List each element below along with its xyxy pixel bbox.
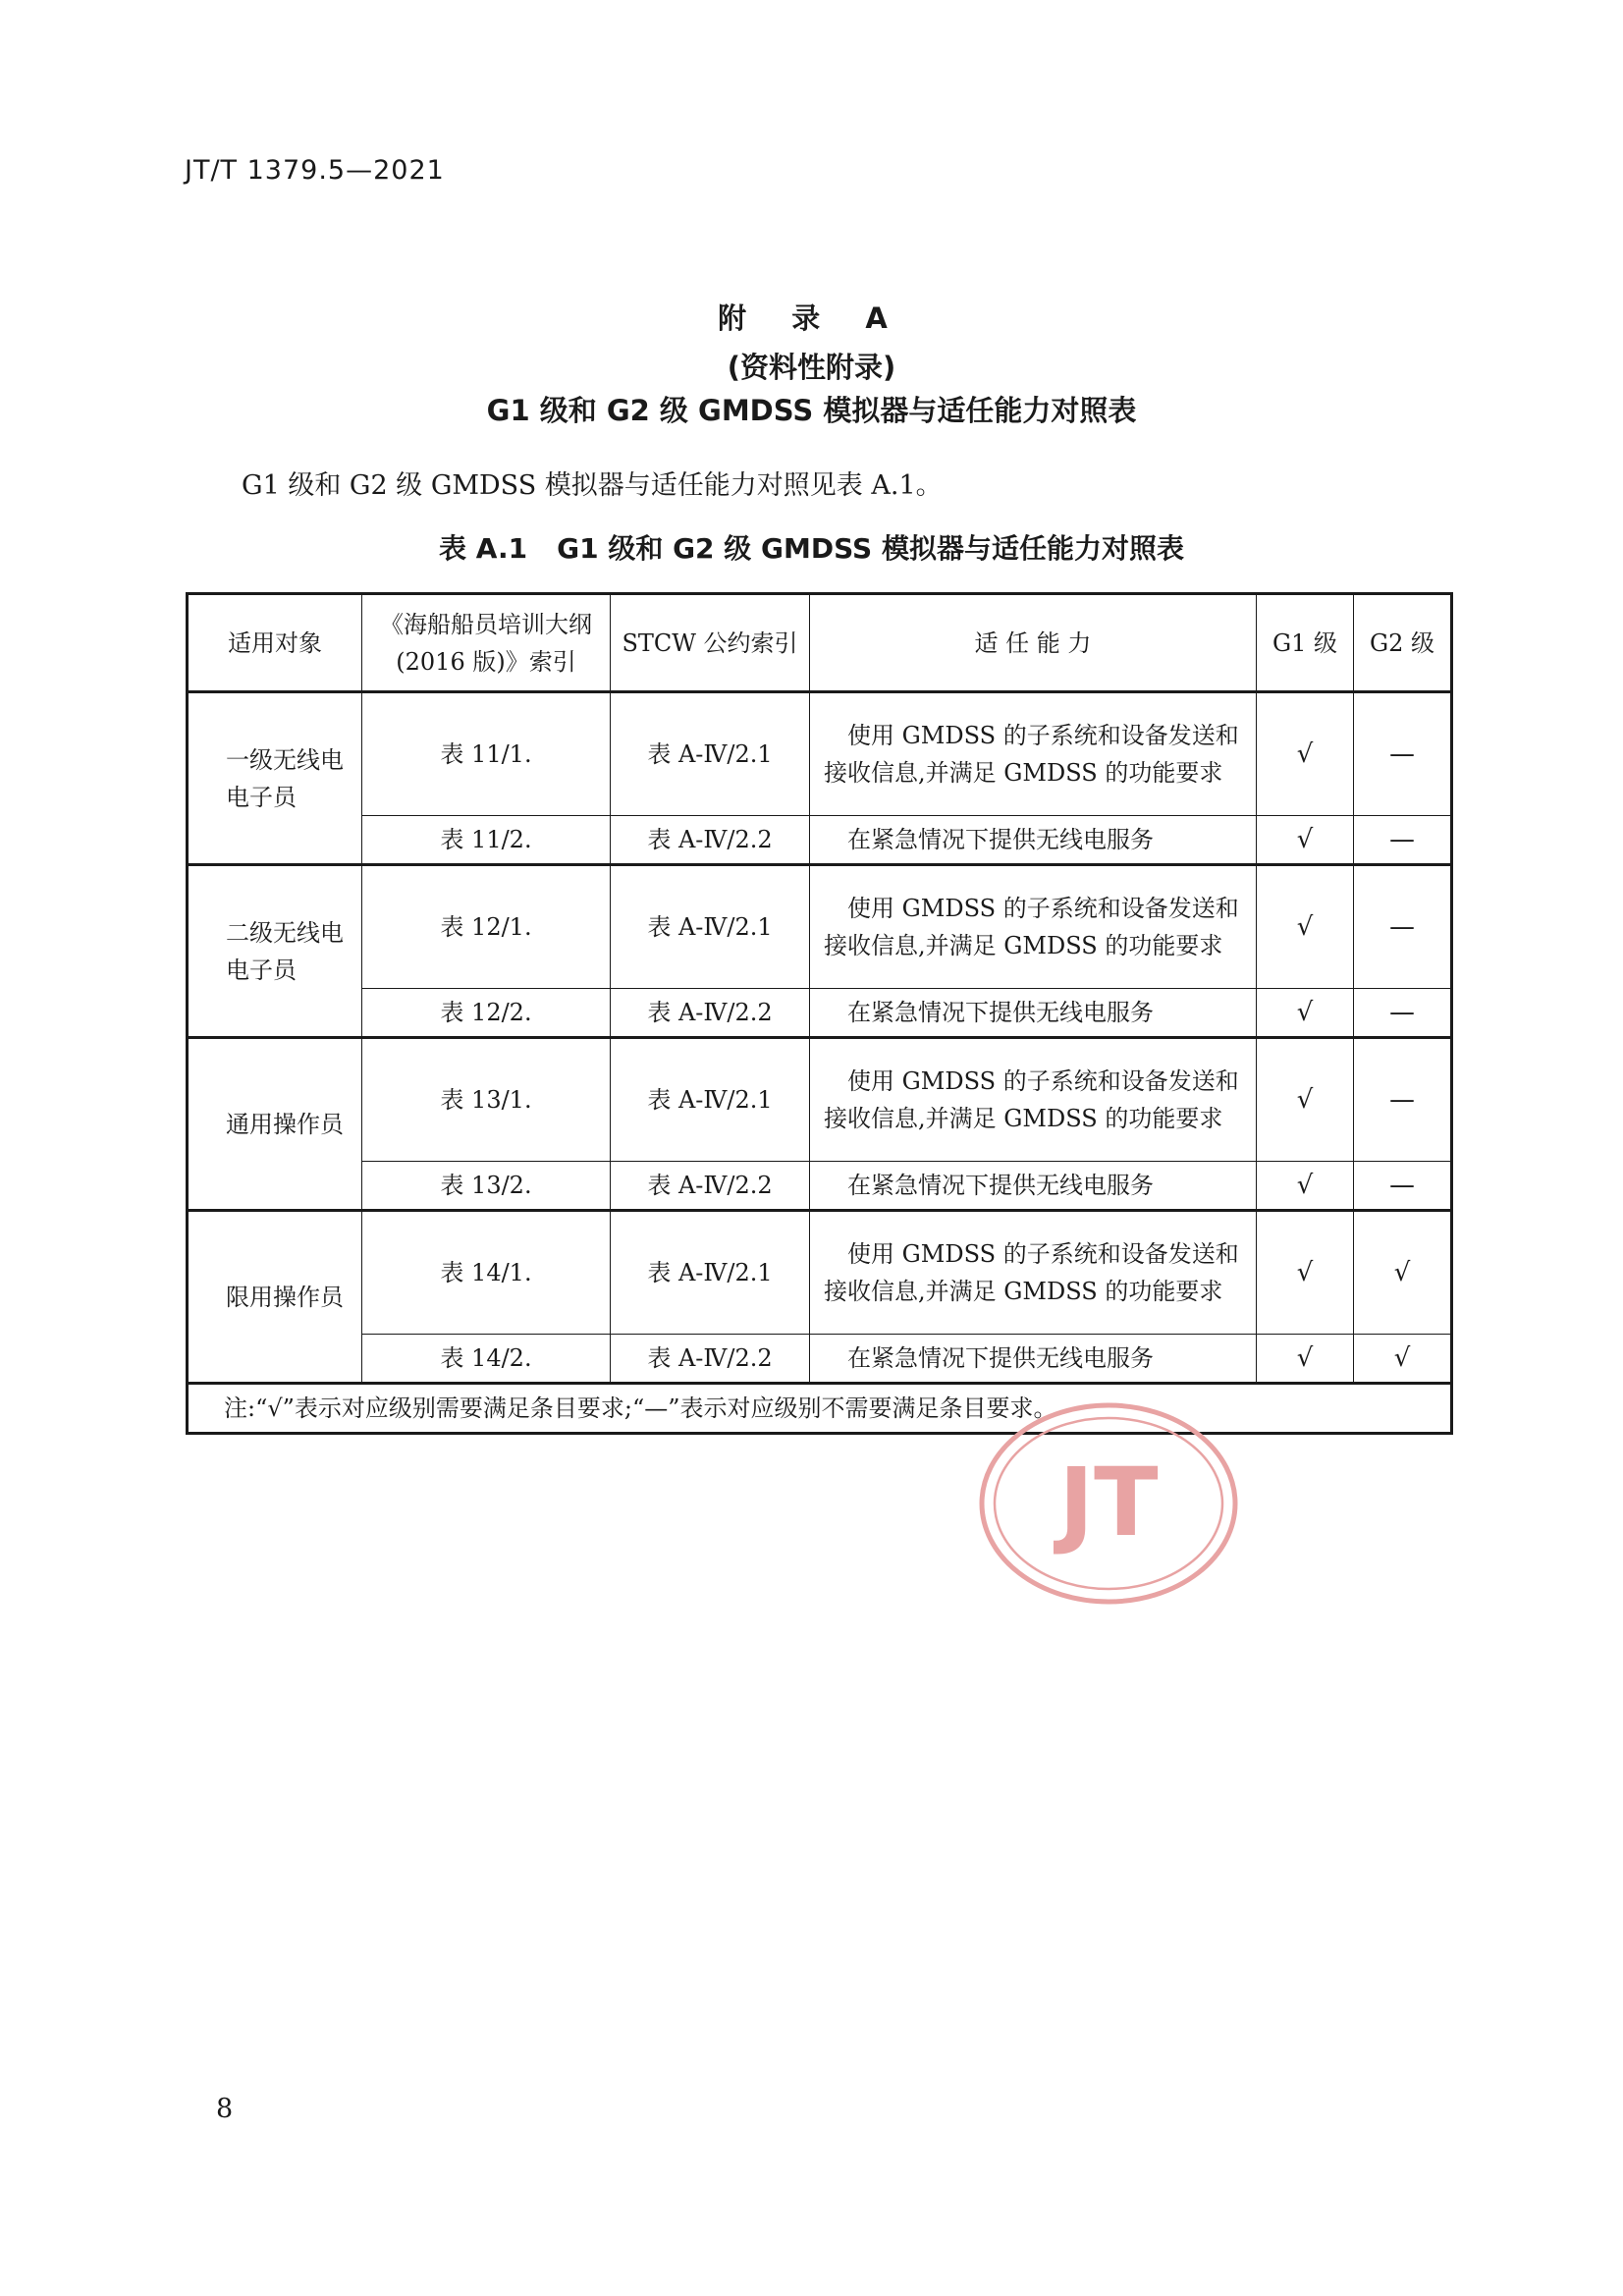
header-syllabus-line2: (2016 版)》索引: [396, 647, 576, 676]
table-header-row: [188, 594, 1452, 692]
table-row: [188, 989, 1452, 1038]
target-cell: 通用操作员: [188, 1038, 362, 1211]
competence-line1: 使用 GMDSS 的子系统和设备发送和: [847, 1067, 1239, 1095]
jt-stamp-watermark: [976, 1400, 1241, 1607]
target-cell: 限用操作员: [188, 1211, 362, 1384]
competence-line1: 使用 GMDSS 的子系统和设备发送和: [847, 722, 1239, 749]
intro-paragraph: G1 级和 G2 级 GMDSS 模拟器与适任能力对照见表 A.1。: [242, 470, 943, 501]
header-syllabus: [362, 594, 611, 692]
syllabus-cell: 表 11/1.: [362, 692, 611, 816]
competence-line2: 接收信息,并满足 GMDSS 的功能要求: [824, 759, 1223, 787]
g2-mark: —: [1354, 1038, 1452, 1162]
competence-cell: [810, 1038, 1257, 1162]
syllabus-cell: 表 14/1.: [362, 1211, 611, 1335]
competence-cell: 在紧急情况下提供无线电服务: [810, 816, 1257, 865]
syllabus-cell: 表 11/2.: [362, 816, 611, 865]
g1-mark: √: [1257, 1335, 1354, 1384]
syllabus-cell: 表 12/2.: [362, 989, 611, 1038]
header-stcw: STCW 公约索引: [611, 594, 810, 692]
g2-mark: √: [1354, 1335, 1452, 1384]
table-caption-title: G1 级和 G2 级 GMDSS 模拟器与适任能力对照表: [557, 532, 1184, 565]
competence-cell: 在紧急情况下提供无线电服务: [810, 1335, 1257, 1384]
syllabus-cell: 表 13/1.: [362, 1038, 611, 1162]
g2-mark: —: [1354, 816, 1452, 865]
competence-cell: 在紧急情况下提供无线电服务: [810, 1162, 1257, 1211]
g1-mark: √: [1257, 1038, 1354, 1162]
syllabus-cell: 表 13/2.: [362, 1162, 611, 1211]
g2-mark: —: [1354, 865, 1452, 989]
competence-line1: 使用 GMDSS 的子系统和设备发送和: [847, 895, 1239, 922]
syllabus-cell: 表 12/1.: [362, 865, 611, 989]
table-caption-number: 表 A.1: [439, 532, 528, 565]
g1-mark: √: [1257, 1162, 1354, 1211]
table-row: [188, 692, 1452, 816]
appendix-title: 附 录 A: [718, 301, 905, 335]
table-row: [188, 865, 1452, 989]
header-target: 适用对象: [188, 594, 362, 692]
target-cell: [188, 865, 362, 1038]
table-row: [188, 1038, 1452, 1162]
g2-mark: —: [1354, 1162, 1452, 1211]
g1-mark: √: [1257, 692, 1354, 816]
header-syllabus-line1: 《海船船员培训大纲: [380, 610, 592, 638]
header-g1: G1 级: [1257, 594, 1354, 692]
g2-mark: —: [1354, 692, 1452, 816]
stcw-cell: 表 A-Ⅳ/2.2: [611, 989, 810, 1038]
competence-line1: 使用 GMDSS 的子系统和设备发送和: [847, 1240, 1239, 1268]
stcw-cell: 表 A-Ⅳ/2.1: [611, 1038, 810, 1162]
stamp-text: JT: [1058, 1448, 1159, 1558]
stcw-cell: 表 A-Ⅳ/2.2: [611, 1162, 810, 1211]
target-cell: [188, 692, 362, 865]
g1-mark: √: [1257, 1211, 1354, 1335]
table-row: [188, 1162, 1452, 1211]
target-line2: 电子员: [226, 783, 297, 811]
target-line2: 电子员: [226, 956, 297, 984]
stcw-cell: 表 A-Ⅳ/2.2: [611, 1335, 810, 1384]
stcw-cell: 表 A-Ⅳ/2.1: [611, 692, 810, 816]
competence-table: [186, 592, 1453, 1435]
target-line1: 二级无线电: [226, 918, 344, 947]
competence-cell: [810, 865, 1257, 989]
competence-line2: 接收信息,并满足 GMDSS 的功能要求: [824, 1278, 1223, 1305]
g1-mark: √: [1257, 816, 1354, 865]
table-row: [188, 1335, 1452, 1384]
standard-number: JT/T 1379.5—2021: [185, 155, 445, 186]
g2-mark: √: [1354, 1211, 1452, 1335]
header-g2: G2 级: [1354, 594, 1452, 692]
competence-cell: [810, 1211, 1257, 1335]
stcw-cell: 表 A-Ⅳ/2.1: [611, 1211, 810, 1335]
page-number: 8: [216, 2094, 234, 2124]
target-line1: 一级无线电: [226, 745, 344, 774]
competence-cell: [810, 692, 1257, 816]
table-caption: [0, 527, 1623, 567]
appendix-heading: G1 级和 G2 级 GMDSS 模拟器与适任能力对照表: [486, 394, 1137, 427]
g2-mark: —: [1354, 989, 1452, 1038]
competence-line2: 接收信息,并满足 GMDSS 的功能要求: [824, 1105, 1223, 1132]
header-competence: 适 任 能 力: [810, 594, 1257, 692]
stcw-cell: 表 A-Ⅳ/2.1: [611, 865, 810, 989]
competence-line2: 接收信息,并满足 GMDSS 的功能要求: [824, 932, 1223, 959]
g1-mark: √: [1257, 989, 1354, 1038]
table-note: 注:“√”表示对应级别需要满足条目要求;“—”表示对应级别不需要满足条目要求。: [188, 1384, 1452, 1434]
table-row: [188, 816, 1452, 865]
competence-cell: 在紧急情况下提供无线电服务: [810, 989, 1257, 1038]
table-note-row: [188, 1384, 1452, 1434]
g1-mark: √: [1257, 865, 1354, 989]
stcw-cell: 表 A-Ⅳ/2.2: [611, 816, 810, 865]
table-row: [188, 1211, 1452, 1335]
appendix-type: (资料性附录): [727, 351, 896, 384]
syllabus-cell: 表 14/2.: [362, 1335, 611, 1384]
